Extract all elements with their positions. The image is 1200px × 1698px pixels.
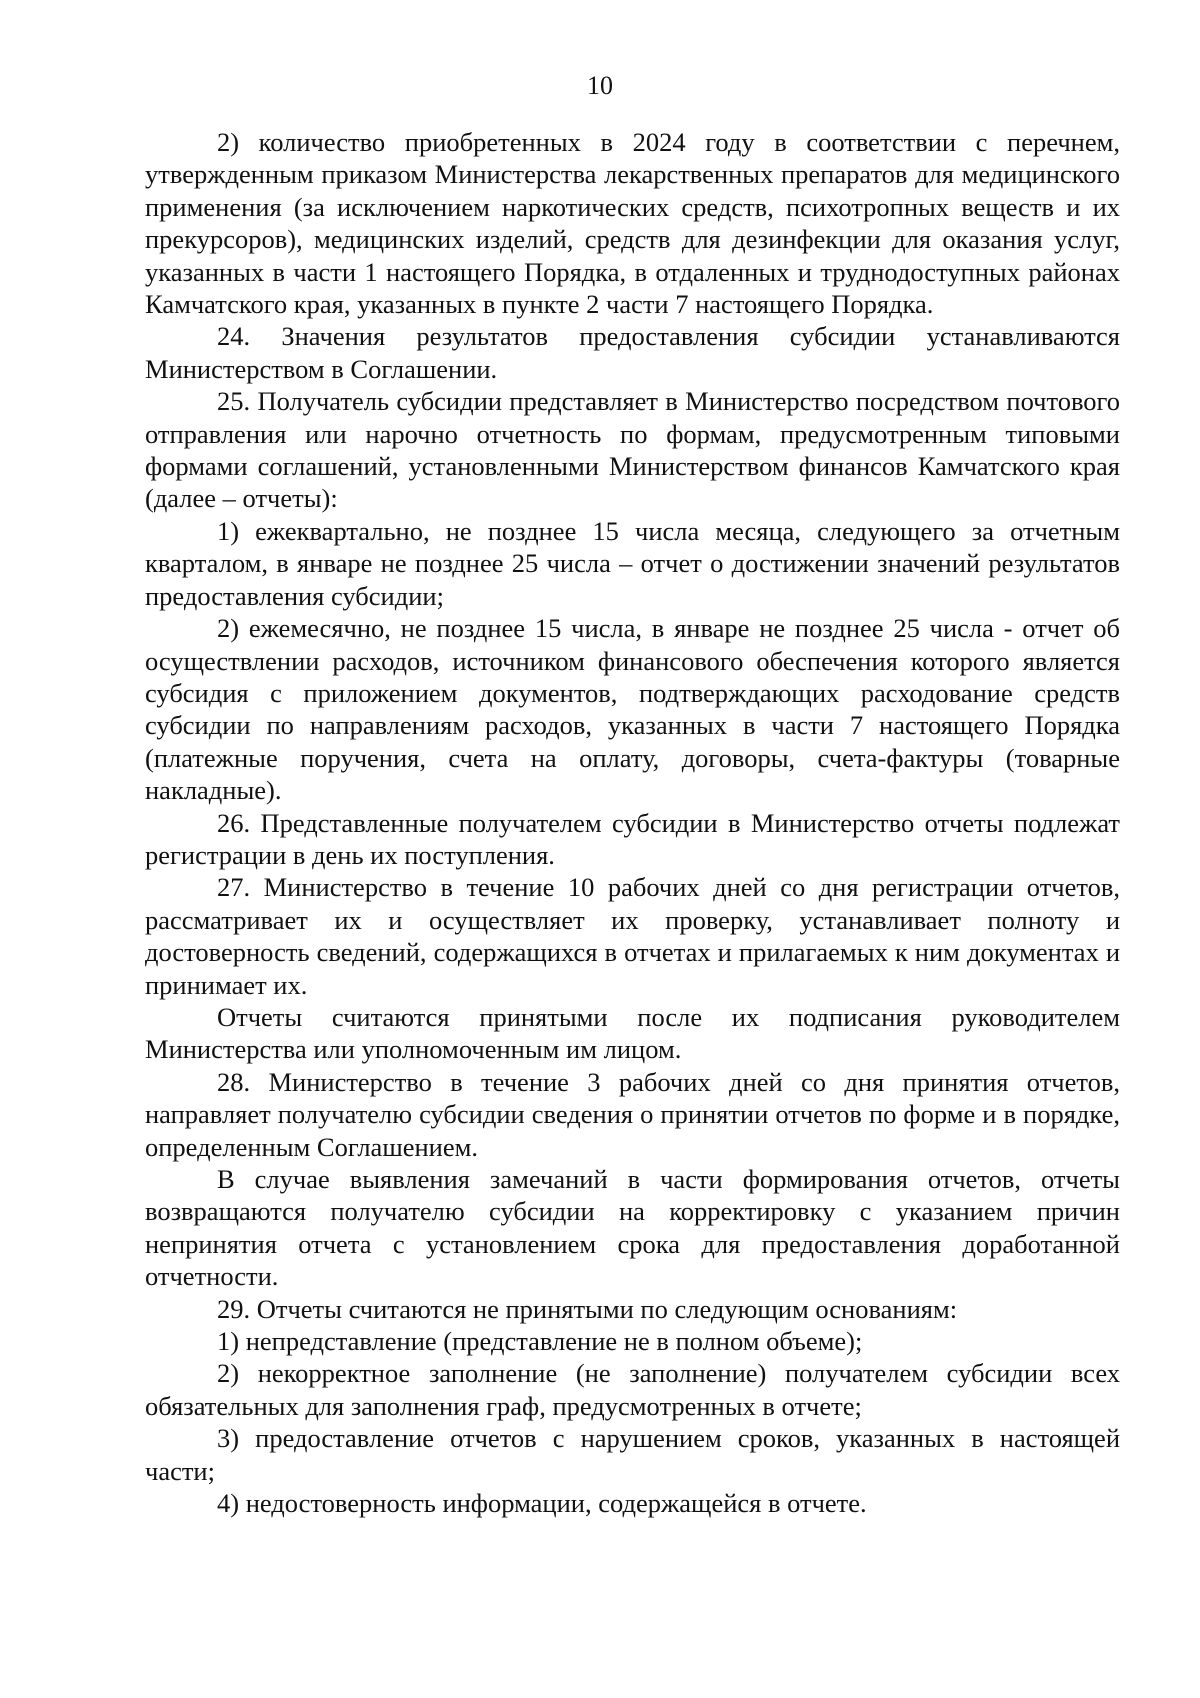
paragraph-29-item-3: 3) предоставление отчетов с нарушением сроков, указанных в настоящей части;: [145, 1423, 1120, 1486]
paragraph-29-item-4: 4) недостоверность информации, содержащейся в отчете.: [217, 1488, 867, 1519]
paragraph-27-review: 27. Министерство в течение 10 рабочих дней со дня регистрации отчетов, рассматривает их и осуществляет их проверку, устанавливает полноту и достоверность сведений, содержащихся в отчетах и прилагаемых к ним документах и принимает их.: [145, 872, 1120, 1000]
paragraph-25-reporting: 25. Получатель субсидии представляет в Министерство посредством почтового отправления или нарочно отчетность по формам, предусмотренным типовыми формами соглашений, установленными Министерством финансов Камчатского края (далее – отчеты):: [145, 386, 1120, 514]
paragraph-24-result-values: 24. Значения результатов предоставления субсидии устанавливаются Министерством в Соглашении.: [145, 321, 1120, 384]
document-body: [145, 126, 1120, 1519]
paragraph-28-notification: 28. Министерство в течение 3 рабочих дней со дня принятия отчетов, направляет получателю субсидии сведения о принятии отчетов по форме и в порядке, определенным Соглашением.: [145, 1066, 1120, 1162]
paragraph-29-item-2: 2) некорректное заполнение (не заполнение) получателем субсидии всех обязательных для заполнения граф, предусмотренных в отчете;: [145, 1358, 1120, 1421]
paragraph-28-remarks: В случае выявления замечаний в части формирования отчетов, отчеты возвращаются получателю субсидии на корректировку с указанием причин непринятия отчета с установлением срока для предоставления доработанной отчетности.: [145, 1164, 1120, 1292]
paragraph-25-item-2-monthly: 2) ежемесячно, не позднее 15 числа, в январе не позднее 25 числа - отчет об осуществлении расходов, источником финансового обеспечения которого является субсидия с приложением документов, подтверждающих расходование средств субсидии по направлениям расходов, указанных в части 7 настоящего Порядка (платежные поручения, счета на оплату, договоры, счета-фактуры (товарные накладные).: [145, 613, 1120, 806]
paragraph-25-item-1-quarterly: 1) ежеквартально, не позднее 15 числа месяца, следующего за отчетным кварталом, в январе не позднее 25 числа – отчет о достижении значений результатов предоставления субсидии;: [145, 515, 1120, 611]
paragraph-item-2-quantity: 2) количество приобретенных в 2024 году в соответствии с перечнем, утвержденным приказом Министерства лекарственных препаратов для медицинского применения (за исключением наркотических средств, психотропных веществ и их прекурсоров), медицинских изделий, средств для дезинфекции для оказания услуг, указанных в части 1 настоящего Порядка, в отдаленных и труднодоступных районах Камчатского края, указанных в пункте 2 части 7 настоящего Порядка.: [145, 127, 1120, 320]
paragraph-26-registration: 26. Представленные получателем субсидии в Министерство отчеты подлежат регистрации в день их поступления.: [145, 807, 1120, 870]
paragraph-29-rejection-grounds: 29. Отчеты считаются не принятыми по следующим основаниям:: [217, 1293, 958, 1324]
paragraph-27-acceptance: Отчеты считаются принятыми после их подписания руководителем Министерства или уполномоченным им лицом.: [145, 1001, 1120, 1065]
paragraph-29-item-1: 1) непредставление (представление не в полном объеме);: [217, 1326, 863, 1357]
page-number: 10: [587, 71, 613, 100]
